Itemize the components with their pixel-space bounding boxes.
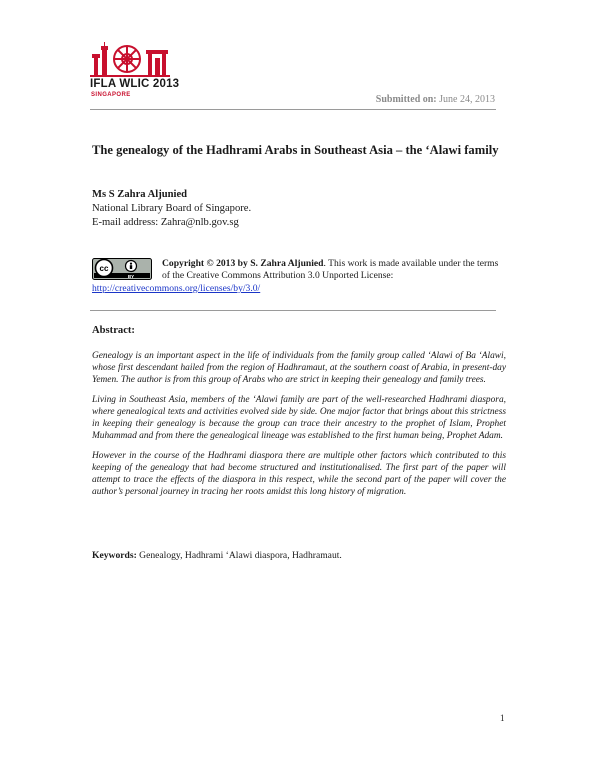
abstract-paragraph: However in the course of the Hadhrami diaspora there are multiple other factors which contributed to this keeping of the genealogy that had become structured and institutionalised. The first part of the paper will attempt to trace the effects of the diaspora in this respect, while the second part of the paper will cover the author’s personal journey in tracing her roots amidst this long history of migration. (92, 451, 506, 497)
page-number: 1 (500, 713, 505, 723)
abstract-paragraph: Living in Southeast Asia, members of the ‘Alawi family are part of the well-researched Hadhrami diaspora, where genealogical texts and activities evolved side by side. One major factor that brings about this strictness in keeping their genealogy is because the group can trace their ancestry to the prophet of Islam, Prophet Muhammad and from there the genealogical lineage was established to the first human being, Prophet Adam. (92, 395, 506, 441)
abstract-body (92, 350, 506, 506)
author-block (92, 188, 502, 230)
svg-text:cc: cc (99, 264, 109, 273)
paper-title: The genealogy of the Hadhrami Arabs in Southeast Asia – the ‘Alawi family (92, 143, 499, 157)
header-divider (90, 109, 496, 110)
author-affiliation: National Library Board of Singapore. (92, 203, 252, 214)
keywords-text: Genealogy, Hadhrami ‘Alawi diaspora, Hadhramaut. (136, 550, 342, 561)
cc-by-icon (92, 258, 152, 280)
license-link[interactable]: http://creativecommons.org/licenses/by/3.0/ (92, 283, 261, 294)
abstract-paragraph: Genealogy is an important aspect in the life of individuals from the family group called ‘Alawi of Ba ‘Alawi, whose first descendant hailed from the region of Hadhramaut, at the southern coast of Arabia, in present-day Yemen. The author is from this group of Arabs who are strict in keeping their genealogy and family trees. (92, 351, 506, 385)
author-name: Ms S Zahra Aljunied (92, 189, 188, 200)
keywords (92, 550, 506, 562)
ifla-wlic-logo (90, 40, 190, 106)
cc-badge-label: BY (127, 273, 135, 279)
submitted-date-value: June 24, 2013 (439, 94, 495, 105)
copyright-holder: Copyright © 2013 by S. Zahra Aljunied (162, 258, 324, 269)
copyright-license-text: . This work is made available under the terms of the Creative Commons Attribution 3.0 Unported License: (162, 258, 499, 281)
logo-title: IFLA WLIC 2013 (90, 78, 180, 90)
keywords-label: Keywords: (92, 550, 137, 561)
submitted-label: Submitted on: (375, 94, 437, 105)
author-email: E-mail address: Zahra@nlb.gov.sg (92, 217, 239, 228)
singapore-skyline-logo-icon (90, 40, 190, 78)
logo-subtitle: SINGAPORE (91, 92, 131, 98)
creative-commons-badge (92, 258, 152, 280)
abstract-heading: Abstract: (92, 325, 135, 336)
copyright-notice (162, 258, 507, 282)
section-divider (90, 310, 496, 311)
submitted-date (376, 94, 495, 105)
